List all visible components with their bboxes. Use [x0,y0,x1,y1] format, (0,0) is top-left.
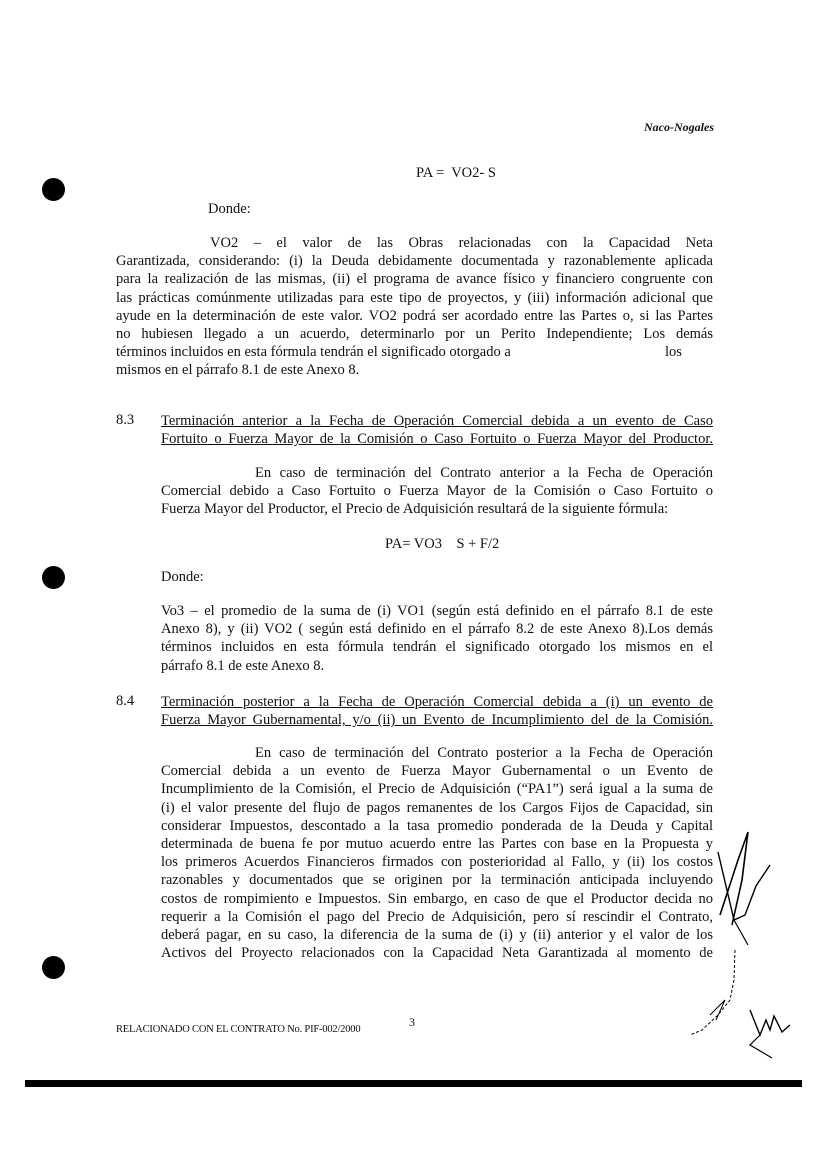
text-line: (i) el valor presente del flujo de pagos remanentes de los Cargos Fijos de Capacidad, sin [161,799,713,816]
text-line: Anexo 8), y (ii) VO2 ( según está definido en el párrafo 8.2 de este Anexo 8).Los demás [161,621,713,638]
text-line: no hubiesen llegado a un acuerdo, determinarlo por un Perito Independiente; Los demás [116,326,713,343]
punch-hole-bottom [42,956,65,979]
section-number-8-3: 8.3 [116,412,135,428]
text-line: las prácticas comúnmente utilizadas para este tipo de proyectos, y (iii) información adicional que [116,289,713,306]
section-title-8-3 [161,412,713,448]
text-line: VO2 – el valor de las Obras relacionadas con la Capacidad Neta [210,235,713,251]
formula-pa-vo2: PA = VO2- S [416,165,496,181]
text-line: costos de rompimiento e Impuestos. Sin embargo, en caso de que el Productor decida no [161,890,713,907]
punch-hole-middle [42,566,65,589]
text-line: determinada de buena fe por mutuo acuerdo entre las Partes con base en la Propuesta y [161,836,713,853]
title-line: Fortuito o Fuerza Mayor de la Comisión o Caso Fortuito o Fuerza Mayor del Productor. [161,431,713,448]
text-line: para la realización de las mismas, (ii) el programa de avance físico y financiero congruente con [116,271,713,288]
text-line: En caso de terminación del Contrato anterior a la Fecha de Operación [255,465,713,481]
text-line: Comercial debida a un evento de Fuerza Mayor Gubernamental o un Evento de [161,763,713,780]
punch-hole-top [42,178,65,201]
text-line: Vo3 – el promedio de la suma de (i) VO1 (según está definido en el párrafo 8.1 de este [161,603,713,619]
footer-contract-reference: RELACIONADO CON EL CONTRATO No. PIF-002/2000 [116,1024,361,1035]
text-line: párrafo 8.1 de este Anexo 8. [161,657,325,674]
vo2-definition [116,234,713,380]
running-header: Naco-Nogales [644,120,714,134]
text-line: Fuerza Mayor del Productor, el Precio de Adquisición resultará de la siguiente fórmula: [161,501,669,518]
text-line: Activos del Proyecto relacionados con la Capacidad Neta Garantizada al momento de [161,945,713,962]
section-8-3-body [161,464,713,519]
title-line: Terminación posterior a la Fecha de Operación Comercial debida a (i) un evento de [161,694,713,710]
text-segment: los [665,344,682,361]
donde-label: Donde: [208,201,251,217]
section-title-8-4 [161,693,713,729]
scan-edge-bar [25,1080,802,1087]
section-8-4-body [161,744,713,962]
text-segment: términos incluidos en esta fórmula tendrán el significado otorgado a [116,344,511,361]
text-line: los primeros Acuerdos Financieros firmados con posterioridad al Fallo, y (ii) los costos [161,854,713,871]
text-line: deberá pagar, en su caso, la diferencia de la suma de (i) y (ii) anterior y el valor de los [161,927,713,944]
signature-stroke [750,1035,772,1058]
vo3-definition [161,602,713,675]
text-line: considerar Impuestos, descontado a la tasa promedio ponderada de la Deuda y Capital [161,817,713,834]
page-number: 3 [409,1015,415,1029]
text-line: razonables y documentados que se originen por la terminación anticipada incluyendo [161,872,713,889]
text-line: Garantizada, considerando: (i) la Deuda debidamente documentada y razonablemente aplicada [116,253,713,270]
text-line: términos incluidos en esta fórmula tendrán el significado otorgado los mismos en el [161,639,713,656]
section-number-8-4: 8.4 [116,693,135,709]
title-line: Fuerza Mayor Gubernamental, y/o (ii) un Evento de Incumplimiento del de la Comisión. [161,712,713,729]
signature-stroke [750,1010,790,1035]
text-line: Incumplimiento de la Comisión, el Precio de Adquisición (“PA1”) será igual a la suma de [161,781,713,798]
donde-label: Donde: [161,569,204,585]
formula-pa-vo3: PA= VO3 S + F/2 [385,536,500,552]
text-line: En caso de terminación del Contrato posterior a la Fecha de Operación [255,745,713,761]
text-line [116,343,713,361]
text-line: Comercial debido a Caso Fortuito o Fuerza Mayor de la Comisión o Caso Fortuito o [161,483,713,500]
handwritten-initials-signature [690,820,800,1060]
signature-stroke [710,1000,725,1020]
signature-stroke [734,920,748,945]
text-line: mismos en el párrafo 8.1 de este Anexo 8. [116,362,360,379]
signature-stroke [690,950,735,1035]
text-line: requerir a la Comisión el pago del Precio de Adquisición, pero sí rescindir el Contrato, [161,908,713,925]
title-line: Terminación anterior a la Fecha de Operación Comercial debida a un evento de Caso [161,413,713,429]
text-line: ayude en la determinación de este valor. VO2 podrá ser acordado entre las Partes o, si las Partes [116,307,713,324]
